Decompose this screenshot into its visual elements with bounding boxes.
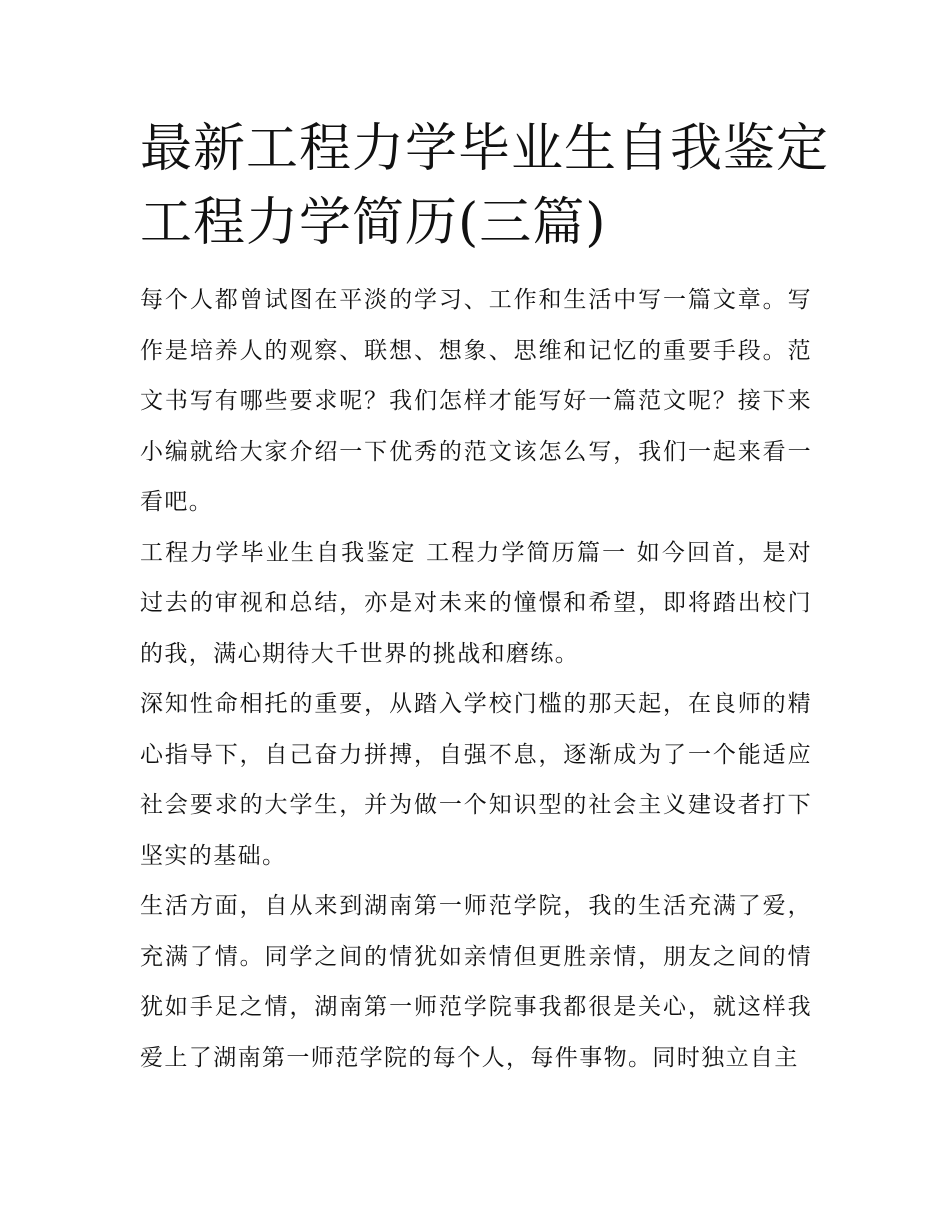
paragraph-intro: 每个人都曾试图在平淡的学习、工作和生活中写一篇文章。写作是培养人的观察、联想、想象、思维和记忆的重要手段。范文书写有哪些要求呢？我们怎样才能写好一篇范文呢？接下来小编就给大家介绍一下优秀的范文该怎么写，我们一起来看一看吧。 [140, 287, 812, 515]
paragraph-1: 工程力学毕业生自我鉴定 工程力学简历篇一 如今回首，是对过去的审视和总结，亦是对未来的憧憬和希望，即将踏出校门的我，满心期待大千世界的挑战和磨练。 [140, 539, 812, 667]
paragraph-2: 深知性命相托的重要，从踏入学校门槛的那天起，在良师的精心指导下，自己奋力拼搏，自强不息，逐渐成为了一个能适应社会要求的大学生，并为做一个知识型的社会主义建设者打下坚实的基础。 [140, 691, 812, 869]
title-line-2: 工程力学简历(三篇) [140, 193, 607, 253]
document-content [140, 112, 830, 1083]
document-body [140, 275, 812, 1083]
paragraph-3: 生活方面，自从来到湖南第一师范学院，我的生活充满了爱，充满了情。同学之间的情犹如亲情但更胜亲情，朋友之间的情犹如手足之情，湖南第一师范学院事我都很是关心，就这样我爱上了湖南第一师范学院的每个人，每件事物。同时独立自主 [140, 893, 812, 1071]
title-line-1: 最新工程力学毕业生自我鉴定 [140, 119, 830, 179]
document-title [140, 112, 830, 260]
